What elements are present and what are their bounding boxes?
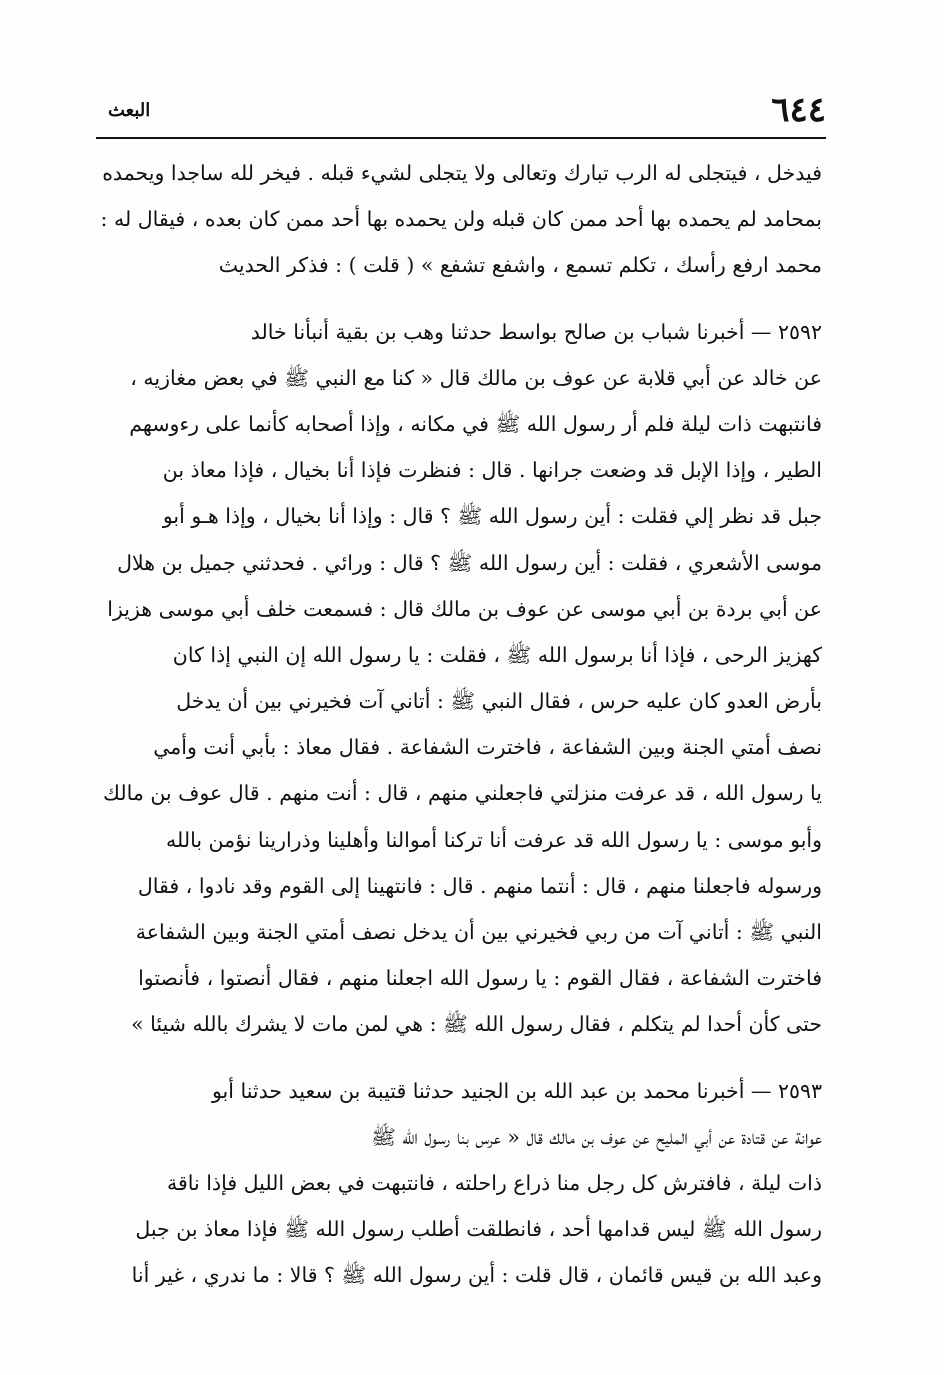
hadith-2592-first-line: ٢٥٩٢ — أخبرنا شباب بن صالح بواسط حدثنا وهب بن بقية أنبأنا خالد <box>250 319 822 344</box>
text-line: فاخترت الشفاعة ، فقال القوم : يا رسول الله اجعلنا منهم ، فقال أنصتوا ، فأنصتوا <box>138 966 822 991</box>
text-line: رسول الله ﷺ ليس قدامها أحد ، فانطلقت أطلب رسول الله ﷺ فإذا معاذ بن جبل <box>135 1217 822 1242</box>
page-number: ٦٤٤ <box>771 90 826 130</box>
text-line: النبي ﷺ : أتاني آت من ربي فخيرني بين أن يدخل نصف أمتي الجنة وبين الشفاعة <box>135 920 822 944</box>
text-line: وعبد الله بن قيس قائمان ، قال قلت : أين رسول الله ﷺ ؟ قالا : ما ندري ، غير أنا <box>131 1263 822 1288</box>
text-line: نصف أمتي الجنة وبين الشفاعة ، فاخترت الشفاعة . فقال معاذ : بأبي أنت وأمي <box>153 735 822 760</box>
body-text <box>100 150 822 1299</box>
text-line: عن أبي بردة بن أبي موسى عن عوف بن مالك قال : فسمعت خلف أبي موسى هزيزا <box>107 596 822 621</box>
text-line: محمد ارفع رأسك ، تكلم تسمع ، واشفع تشفع » ( قلت ) : فذكر الحديث <box>218 253 822 278</box>
text-line: وأبو موسى : يا رسول الله قد عرفت أنا تركنا أموالنا وأهلينا وذرارينا نؤمن بالله <box>166 827 822 852</box>
text-line: ذات ليلة ، فافترش كل رجل منا ذراع راحلته ، فانتبهت في بعض الليل فإذا ناقة <box>166 1170 822 1195</box>
page-header <box>96 90 826 130</box>
text-line: عوانة عن قتادة عن أبي المليح عن عوف بن مالك قال « عرس بنا رسول الله ﷺ <box>371 1124 822 1149</box>
text-line: حتى كأن أحدا لم يتكلم ، فقال رسول الله ﷺ : هي لمن مات لا يشرك بالله شيئا » <box>131 1012 822 1037</box>
text-line: فيدخل ، فيتجلى له الرب تبارك وتعالى ولا يتجلى لشيء قبله . فيخر لله ساجدا ويحمده <box>102 161 822 185</box>
text-line: جبل قد نظر إلي فقلت : أين رسول الله ﷺ ؟ قال : وإذا أنا بخيال ، وإذا هـو أبو <box>162 504 822 529</box>
running-head: البعث <box>108 100 151 121</box>
header-rule <box>96 137 826 139</box>
text-line: فانتبهت ذات ليلة فلم أر رسول الله ﷺ في مكانه ، وإذا أصحابه كأنما على رءوسهم <box>129 411 822 436</box>
hadith-2593-first-line: ٢٥٩٣ — أخبرنا محمد بن عبد الله بن الجنيد حدثنا قتيبة بن سعيد حدثنا أبو <box>211 1078 822 1103</box>
text-line: الطير ، وإذا الإبل قد وضعت جرانها . قال : فنظرت فإذا أنا بخيال ، فإذا معاذ بن <box>162 458 822 483</box>
text-line: بمحامد لم يحمده بها أحد ممن كان قبله ولن يحمده بها أحد ممن كان بعده ، فيقال له : <box>100 207 822 232</box>
text-line: يا رسول الله ، قد عرفت منزلتي فاجعلني منهم ، قال : أنت منهم . قال عوف بن مالك <box>103 781 822 806</box>
text-line: ورسوله فاجعلنا منهم ، قال : أنتما منهم . قال : فانتهينا إلى القوم وقد نادوا ، فقال <box>137 873 822 898</box>
text-line: بأرض العدو كان عليه حرس ، فقال النبي ﷺ : أتاني آت فخيرني بين أن يدخل <box>176 689 822 714</box>
text-line: موسى الأشعري ، فقلت : أين رسول الله ﷺ ؟ قال : ورائي . فحدثني جميل بن هلال <box>117 550 822 575</box>
text-line: كهزيز الرحى ، فإذا أنا برسول الله ﷺ ، فقلت : يا رسول الله إن النبي إذا كان <box>172 642 822 667</box>
text-line: عن خالد عن أبي قلابة عن عوف بن مالك قال « كنا مع النبي ﷺ في بعض مغازيه ، <box>130 365 822 390</box>
